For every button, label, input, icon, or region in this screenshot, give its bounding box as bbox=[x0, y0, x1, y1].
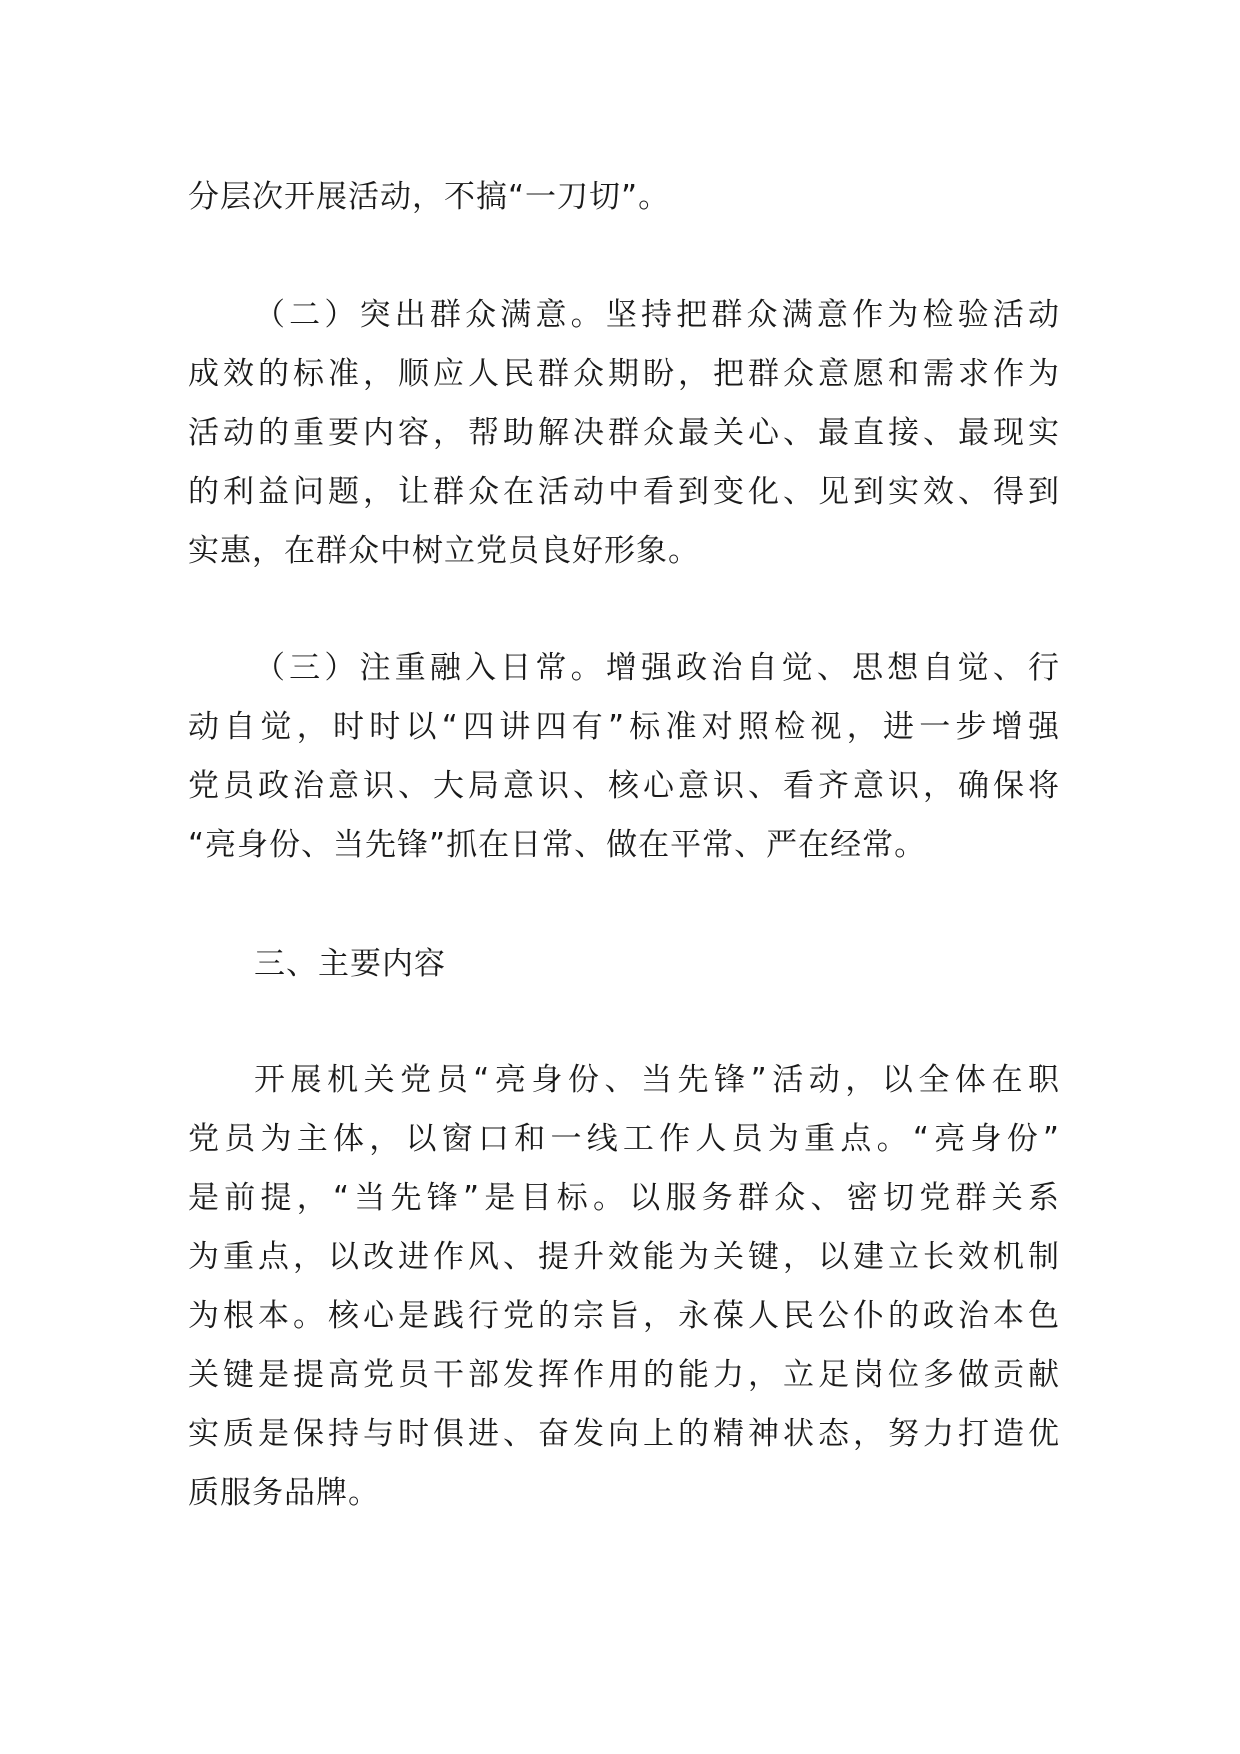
paragraph-line: 为重点，以改进作风、提升效能为关键，以建立长效机制 bbox=[188, 1239, 1060, 1275]
paragraph-continuation bbox=[188, 168, 1060, 227]
paragraph-line: 实质是保持与时俱进、奋发向上的精神状态，努力打造优 bbox=[188, 1416, 1060, 1452]
paragraph-line: 动自觉，时时以“四讲四有”标准对照检视，进一步增强 bbox=[188, 709, 1060, 745]
paragraph-section-3 bbox=[188, 639, 1060, 875]
paragraph-line: 开展机关党员“亮身份、当先锋”活动，以全体在职 bbox=[254, 1062, 1060, 1098]
paragraph-line: 分层次开展活动，不搞“一刀切”。 bbox=[188, 179, 671, 215]
paragraph-line: 实惠，在群众中树立党员良好形象。 bbox=[188, 533, 700, 569]
paragraph-main-content bbox=[188, 1051, 1060, 1523]
paragraph-line: （三）注重融入日常。增强政治自觉、思想自觉、行 bbox=[254, 650, 1060, 686]
paragraph-line: 质服务品牌。 bbox=[188, 1475, 380, 1511]
paragraph-line: 成效的标准，顺应人民群众期盼，把群众意愿和需求作为 bbox=[188, 356, 1060, 392]
section-heading bbox=[188, 935, 1060, 994]
paragraph-line: （二）突出群众满意。坚持把群众满意作为检验活动 bbox=[254, 297, 1060, 333]
heading-text: 三、主要内容 bbox=[254, 946, 446, 982]
paragraph-section-2 bbox=[188, 286, 1060, 581]
paragraph-line: “亮身份、当先锋”抓在日常、做在平常、严在经常。 bbox=[188, 827, 927, 863]
paragraph-line: 党员政治意识、大局意识、核心意识、看齐意识，确保将 bbox=[188, 768, 1060, 804]
paragraph-line: 党员为主体，以窗口和一线工作人员为重点。“亮身份” bbox=[188, 1121, 1060, 1157]
paragraph-line: 是前提，“当先锋”是目标。以服务群众、密切党群关系 bbox=[188, 1180, 1060, 1216]
paragraph-line: 为根本。核心是践行党的宗旨，永葆人民公仆的政治本色 bbox=[188, 1298, 1060, 1334]
paragraph-line: 的利益问题，让群众在活动中看到变化、见到实效、得到 bbox=[188, 474, 1060, 510]
paragraph-line: 活动的重要内容，帮助解决群众最关心、最直接、最现实 bbox=[188, 415, 1060, 451]
paragraph-line: 关键是提高党员干部发挥作用的能力，立足岗位多做贡献 bbox=[188, 1357, 1060, 1393]
